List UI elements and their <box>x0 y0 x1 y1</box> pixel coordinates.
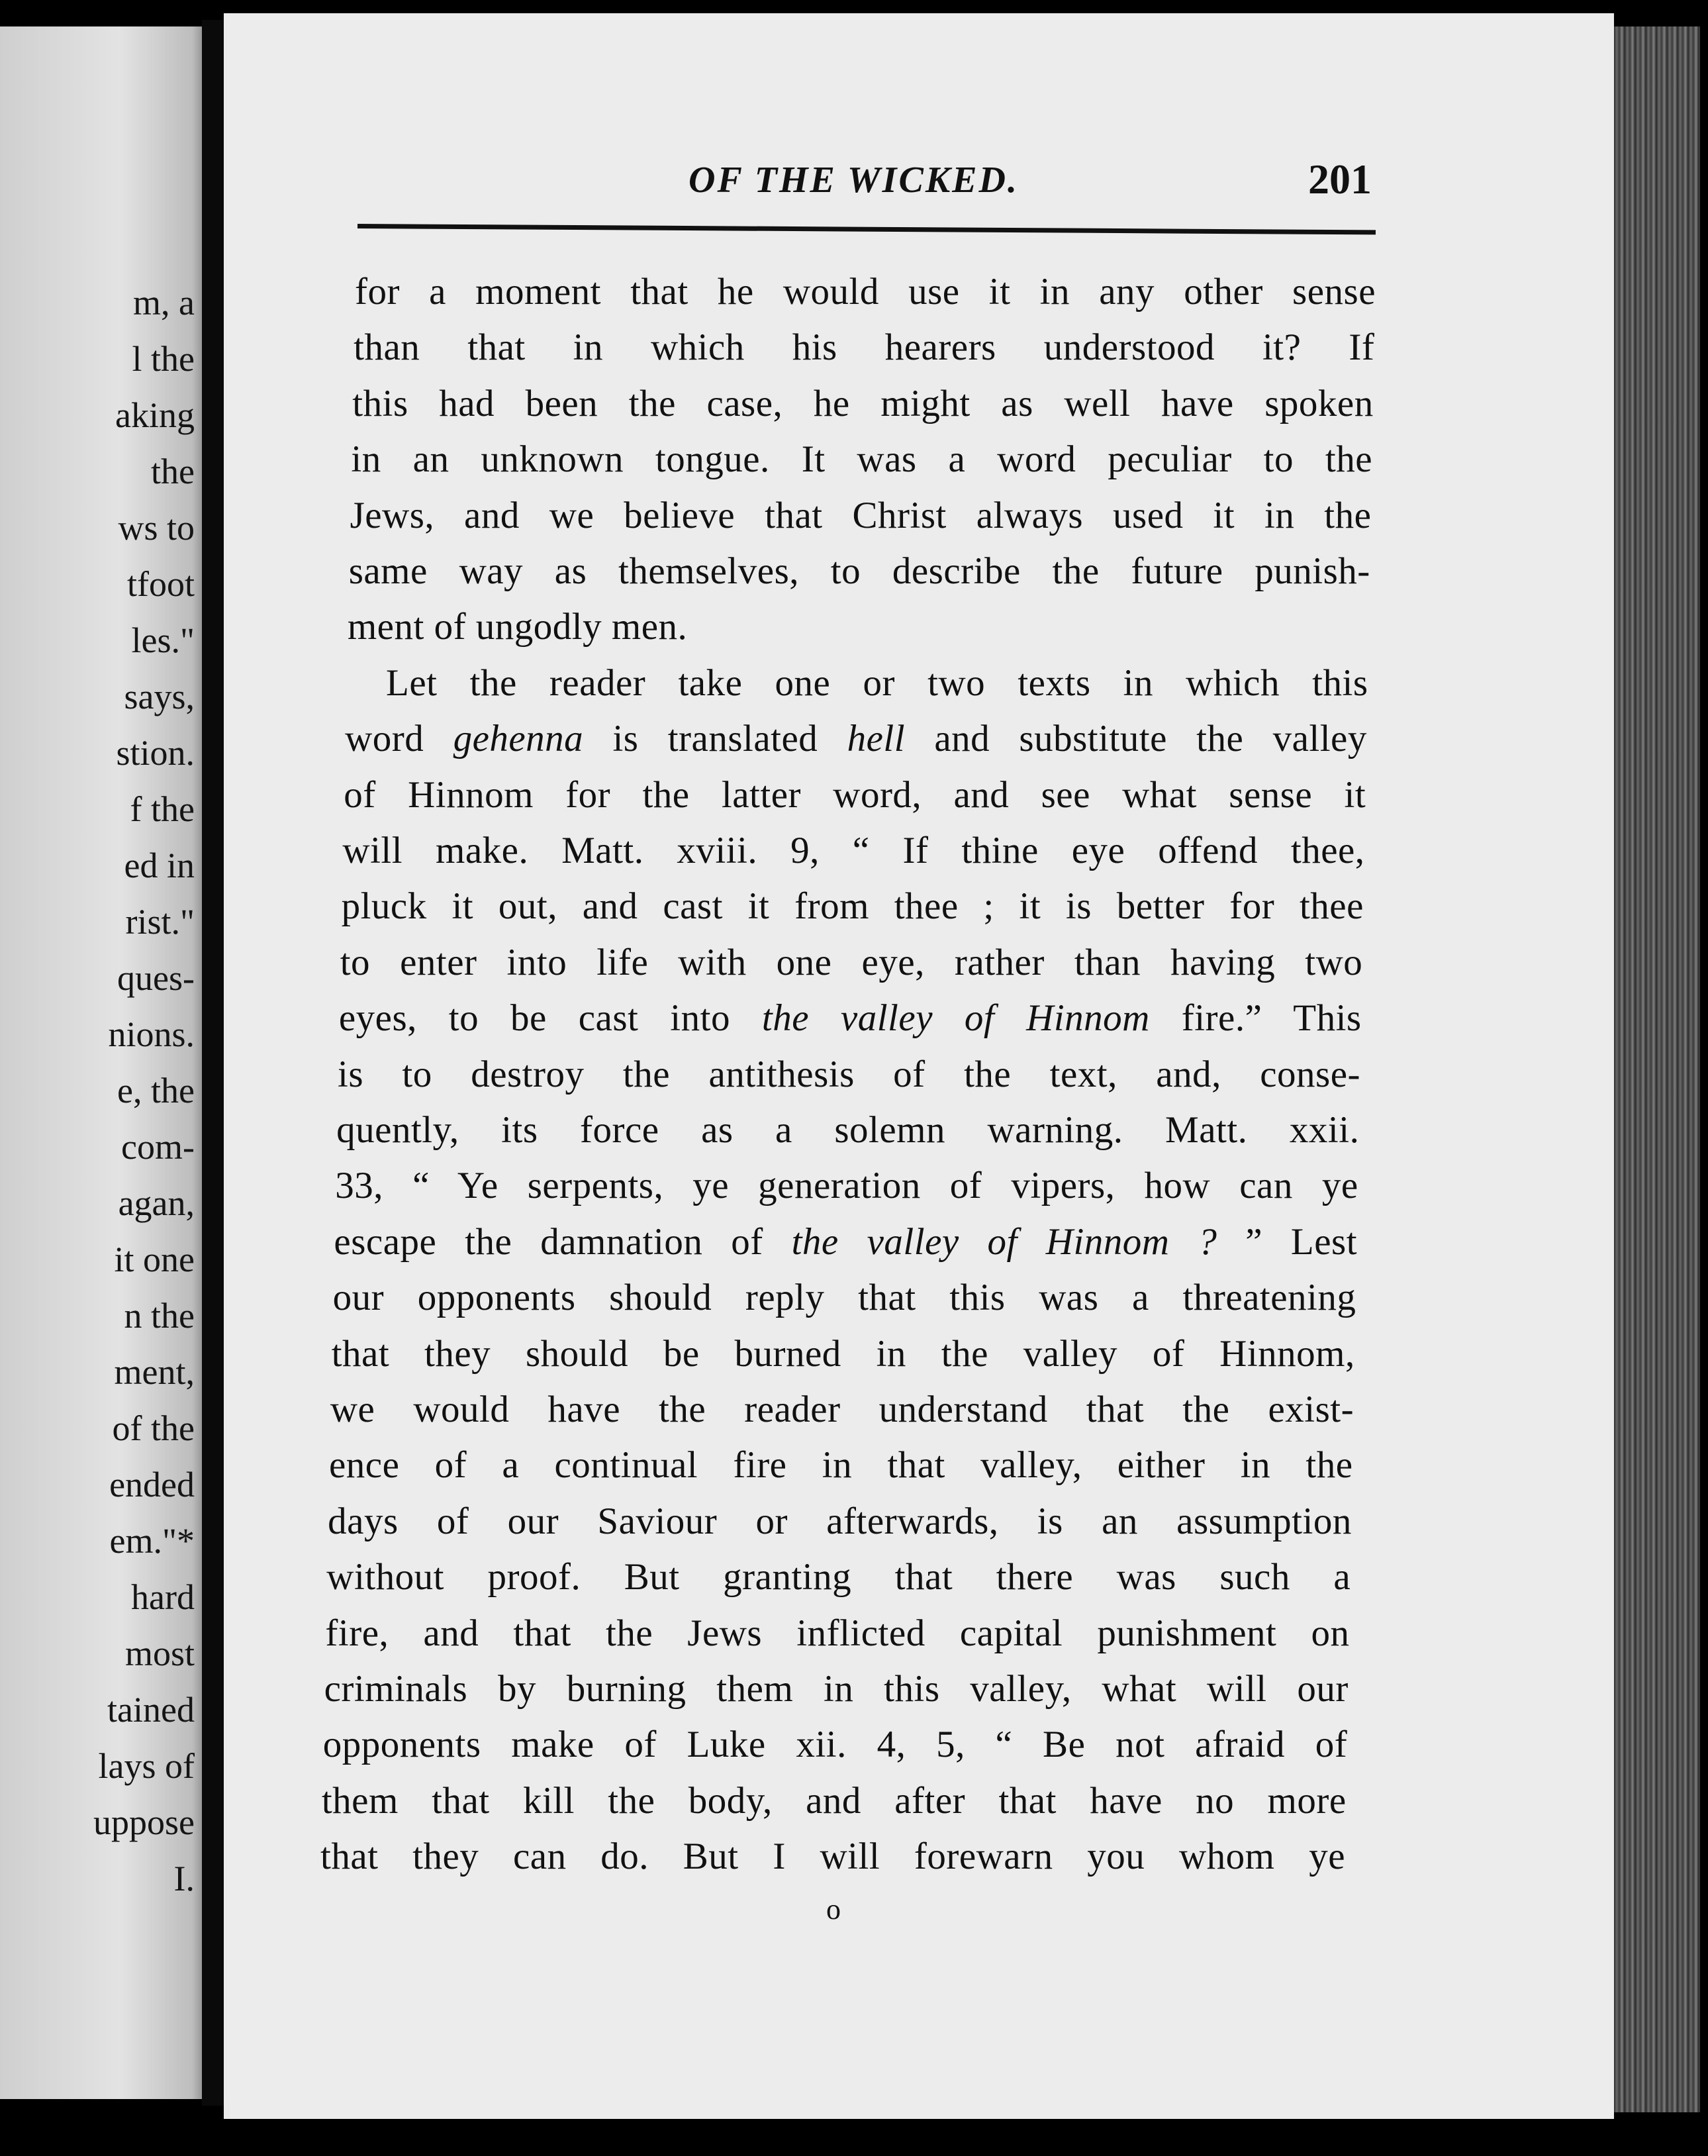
text-span: pluck it out, and cast it from thee ; it is better for thee <box>341 885 1364 928</box>
text-line <box>355 268 1376 316</box>
text-line <box>333 1274 1356 1322</box>
text-line <box>354 324 1374 371</box>
facing-page-line: m, a <box>133 283 195 322</box>
text-line <box>344 771 1366 819</box>
facing-page-line: n the <box>124 1296 195 1336</box>
text-span: eyes, to be cast into <box>338 997 762 1040</box>
text-span: criminals by burning them in this valley, what will our <box>324 1668 1349 1710</box>
text-span: our opponents should reply that this was a threatening <box>332 1277 1356 1319</box>
text-span: 33, “ Ye serpents, ye generation of vipers, how can ye <box>335 1165 1358 1207</box>
text-span: that they can do. But I will forewarn you whom ye <box>320 1836 1345 1878</box>
text-span: is translated <box>583 718 847 760</box>
text-line <box>329 1442 1353 1489</box>
text-span: ment of ungodly men. <box>347 606 688 648</box>
text-span: days of our Saviour or afterwards, is an assumption <box>328 1500 1352 1542</box>
text-span: to enter into life with one eye, rather than having two <box>340 941 1363 983</box>
text-span: escape the damnation of <box>334 1220 792 1263</box>
text-line <box>335 1162 1358 1210</box>
text-span: quently, its force as a solemn warning. Matt. xxii. <box>336 1109 1360 1151</box>
text-line <box>322 1777 1347 1825</box>
text-span: of Hinnom for the latter word, and see what sense it <box>344 773 1366 816</box>
facing-page-line: it one <box>114 1240 195 1279</box>
text-line <box>352 380 1373 428</box>
text-line <box>342 827 1364 875</box>
text-line <box>338 1051 1360 1099</box>
text-span: ence of a continual fire in that valley, either in the <box>329 1444 1353 1487</box>
facing-page-line: f the <box>130 789 195 829</box>
text-line <box>386 660 1368 707</box>
facing-page-line: tfoot <box>127 564 195 604</box>
text-span: fire, and that the Jews inflicted capital punishment on <box>325 1612 1350 1654</box>
page-number: 201 <box>1308 156 1372 203</box>
facing-page-line: lays of <box>98 1746 195 1786</box>
facing-page-line: e, the <box>117 1071 195 1110</box>
italic-text: the valley of Hinnom ? <box>791 1220 1217 1263</box>
facing-page-line: most <box>124 1634 195 1673</box>
text-line <box>340 939 1363 987</box>
facing-page-line: stion. <box>116 733 195 773</box>
facing-page-line: of the <box>112 1408 195 1448</box>
text-line <box>339 995 1362 1042</box>
text-line <box>334 1218 1357 1266</box>
text-line <box>348 603 1369 651</box>
text-line <box>342 883 1364 930</box>
text-span: opponents make of Luke xii. 4, 5, “ Be not afraid of <box>322 1724 1348 1766</box>
facing-page-line: I. <box>173 1859 195 1898</box>
facing-page-line: ment, <box>114 1352 195 1392</box>
text-line <box>332 1330 1355 1378</box>
facing-page-line: em."* <box>109 1521 195 1561</box>
facing-page-line: uppose <box>93 1802 195 1842</box>
text-line <box>323 1721 1348 1769</box>
facing-page-line: hard <box>131 1577 195 1617</box>
italic-text: hell <box>847 718 906 760</box>
text-span: for a moment that he would use it in any other sense <box>355 271 1376 313</box>
text-span: we would have the reader understand that the exist- <box>330 1389 1354 1430</box>
facing-page-line: aking <box>115 395 195 435</box>
text-span: in an unknown tongue. It was a word peculiar to the <box>351 438 1373 481</box>
facing-page-line: l the <box>132 339 195 379</box>
text-line <box>345 715 1367 763</box>
facing-page-line: ended <box>109 1465 195 1504</box>
text-span: fire.” This <box>1149 997 1362 1040</box>
text-span: word <box>345 718 453 760</box>
facing-page-line: the <box>151 452 195 491</box>
running-head: OF THE WICKED. <box>688 160 1019 201</box>
text-span: Let the reader take one or two texts in which this <box>386 662 1368 704</box>
text-line <box>350 492 1372 540</box>
text-span: same way as themselves, to describe the future punish- <box>348 550 1370 592</box>
text-span: without proof. But granting that there was such a <box>326 1556 1351 1598</box>
text-span: Jews, and we believe that Christ always used it in the <box>350 494 1372 536</box>
text-span: that they should be burned in the valley of Hinnom, <box>331 1332 1355 1375</box>
facing-page-line: nions. <box>108 1014 195 1054</box>
facing-page-line: tained <box>107 1690 195 1730</box>
signature-mark: o <box>826 1893 841 1926</box>
text-span: and substitute the valley <box>905 718 1367 760</box>
text-span: ” Lest <box>1217 1220 1358 1263</box>
text-line <box>326 1553 1351 1601</box>
facing-page-line: les." <box>131 620 195 660</box>
text-span: will make. Matt. xviii. 9, “ If thine eye offend thee, <box>342 830 1365 871</box>
text-line <box>336 1106 1359 1154</box>
italic-text: the valley of Hinnom <box>761 997 1150 1040</box>
text-line <box>328 1498 1352 1545</box>
facing-page-line: agan, <box>118 1183 195 1223</box>
text-line <box>324 1665 1349 1713</box>
facing-page-line: com- <box>121 1127 195 1167</box>
text-line <box>325 1610 1349 1657</box>
facing-page-line: ques- <box>117 958 195 998</box>
facing-page-line: ed in <box>124 846 195 885</box>
facing-page-line: rist." <box>125 902 195 942</box>
text-line <box>349 548 1370 595</box>
text-span: is to destroy the antithesis of the text, and, conse- <box>338 1053 1360 1095</box>
text-span: than that in which his hearers understood it? If <box>354 326 1375 369</box>
text-span: them that kill the body, and after that have no more <box>321 1779 1347 1822</box>
text-line <box>320 1833 1345 1881</box>
facing-page-line: ws to <box>118 508 195 548</box>
text-line <box>330 1386 1354 1434</box>
facing-page-line: says, <box>124 677 195 716</box>
text-span: this had been the case, he might as well have spoken <box>352 382 1374 424</box>
text-line <box>351 436 1372 483</box>
italic-text: gehenna <box>453 718 584 760</box>
